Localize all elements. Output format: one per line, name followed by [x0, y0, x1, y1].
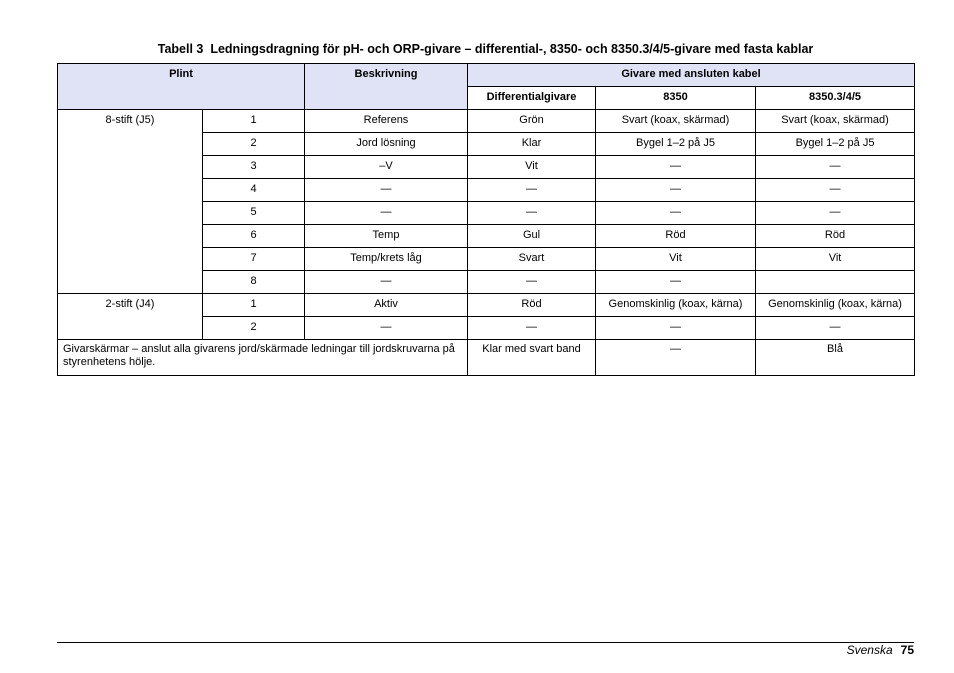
footer-language: Svenska	[846, 643, 893, 657]
g8350345-cell	[756, 271, 915, 294]
desc-cell: Aktiv	[305, 294, 468, 317]
table-row	[58, 294, 915, 317]
g8350-cell: —	[596, 202, 756, 225]
desc-cell: Jord lösning	[305, 133, 468, 156]
table-row	[58, 110, 915, 133]
g8350-cell: —	[596, 271, 756, 294]
g8350345-cell: —	[756, 317, 915, 340]
table-caption	[57, 42, 914, 56]
wiring-table	[57, 63, 915, 376]
pin-cell: 1	[203, 294, 305, 317]
diff-cell: Vit	[468, 156, 596, 179]
table-number: Tabell 3	[157, 42, 204, 56]
pin-cell: 1	[203, 110, 305, 133]
shield-label: Givarskärmar – anslut alla givarens jord/skärmade ledningar till jordskruvarna på styrenhetens hölje.	[58, 340, 468, 376]
pin-cell: 6	[203, 225, 305, 248]
g8350345-cell: Röd	[756, 225, 915, 248]
g8350-cell: Genomskinlig (koax, kärna)	[596, 294, 756, 317]
g8350-cell: —	[596, 156, 756, 179]
g8350-cell: Svart (koax, skärmad)	[596, 110, 756, 133]
diff-cell: Grön	[468, 110, 596, 133]
desc-cell: —	[305, 179, 468, 202]
g8350-cell: Bygel 1–2 på J5	[596, 133, 756, 156]
table-title: Ledningsdragning för pH- och ORP-givare – differential-, 8350- och 8350.3/4/5-givare med fasta kablar	[210, 42, 814, 56]
header-8350: 8350	[596, 87, 756, 110]
pin-cell: 4	[203, 179, 305, 202]
g8350-cell: Röd	[596, 225, 756, 248]
diff-cell: Röd	[468, 294, 596, 317]
header-plint: Plint	[58, 64, 305, 110]
g8350-cell: —	[596, 340, 756, 376]
diff-cell: —	[468, 202, 596, 225]
g8350345-cell: —	[756, 202, 915, 225]
diff-cell: Klar	[468, 133, 596, 156]
diff-cell: —	[468, 317, 596, 340]
header-beskrivning: Beskrivning	[305, 64, 468, 110]
desc-cell: —	[305, 271, 468, 294]
g8350345-cell: Svart (koax, skärmad)	[756, 110, 915, 133]
diff-cell: —	[468, 179, 596, 202]
group-label: 2-stift (J4)	[58, 294, 203, 340]
g8350345-cell: —	[756, 179, 915, 202]
desc-cell: Temp/krets låg	[305, 248, 468, 271]
g8350-cell: Vit	[596, 248, 756, 271]
diff-cell: Svart	[468, 248, 596, 271]
g8350345-cell: Vit	[756, 248, 915, 271]
pin-cell: 2	[203, 133, 305, 156]
g8350345-cell: Bygel 1–2 på J5	[756, 133, 915, 156]
g8350345-cell: —	[756, 156, 915, 179]
diff-cell: —	[468, 271, 596, 294]
g8350345-cell: Genomskinlig (koax, kärna)	[756, 294, 915, 317]
desc-cell: —	[305, 317, 468, 340]
pin-cell: 7	[203, 248, 305, 271]
diff-cell: Gul	[468, 225, 596, 248]
pin-cell: 3	[203, 156, 305, 179]
header-group: Givare med ansluten kabel	[468, 64, 915, 87]
desc-cell: Referens	[305, 110, 468, 133]
header-8350-345: 8350.3/4/5	[756, 87, 915, 110]
shield-row	[58, 340, 915, 376]
g8350-cell: —	[596, 317, 756, 340]
header-differential: Differentialgivare	[468, 87, 596, 110]
g8350-cell: —	[596, 179, 756, 202]
pin-cell: 2	[203, 317, 305, 340]
footer-divider	[57, 642, 914, 643]
desc-cell: Temp	[305, 225, 468, 248]
page-footer	[847, 643, 914, 657]
desc-cell: —	[305, 202, 468, 225]
diff-cell: Klar med svart band	[468, 340, 596, 376]
pin-cell: 5	[203, 202, 305, 225]
desc-cell: –V	[305, 156, 468, 179]
g8350345-cell: Blå	[756, 340, 915, 376]
pin-cell: 8	[203, 271, 305, 294]
group-label: 8-stift (J5)	[58, 110, 203, 294]
page-number: 75	[900, 643, 914, 657]
